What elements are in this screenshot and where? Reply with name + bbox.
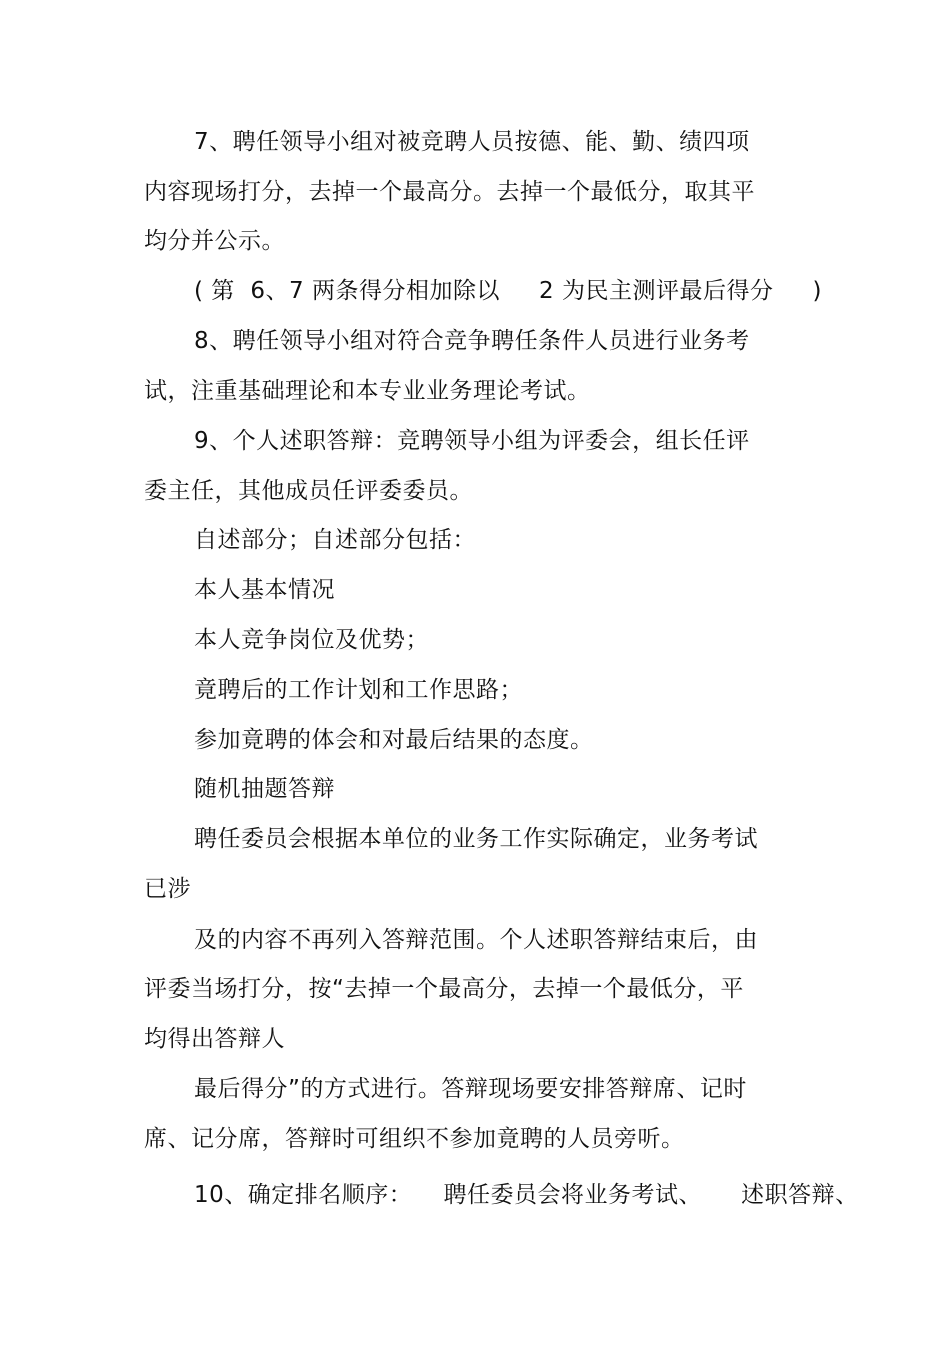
text-line: 及的内容不再列入答辩范围。个人述职答辩结束后，由 <box>194 927 758 953</box>
text-line: 试，注重基础理论和本专业业务理论考试。 <box>144 378 591 404</box>
text-line: 均分并公示。 <box>144 228 285 254</box>
text-line: 席、记分席，答辩时可组织不参加竟聘的人员旁听。 <box>144 1126 685 1152</box>
text-line: 本人竞争岗位及优势； <box>194 627 429 653</box>
text-line: 本人基本情况 <box>194 577 335 603</box>
text-line: 内容现场打分，去掉一个最高分。去掉一个最低分，取其平 <box>144 179 755 205</box>
text-line: 聘任委员会根据本单位的业务工作实际确定，业务考试 <box>194 826 758 852</box>
text-line: 自述部分；自述部分包括： <box>194 527 476 553</box>
text-line: 均得出答辩人 <box>144 1026 285 1052</box>
text-line: 委主任，其他成员任评委委员。 <box>144 478 473 504</box>
text-line: 参加竟聘的体会和对最后结果的态度。 <box>194 727 594 753</box>
text-line: 已涉 <box>144 876 191 902</box>
text-line: 10、确定排名顺序： 聘任委员会将业务考试、 述职答辩、 <box>194 1182 859 1208</box>
text-line: 竟聘后的工作计划和工作思路； <box>194 677 523 703</box>
text-line: 7、聘任领导小组对被竞聘人员按德、能、勤、绩四项 <box>194 129 750 155</box>
text-line: 9、个人述职答辩：竞聘领导小组为评委会，组长任评 <box>194 428 750 454</box>
text-line: 8、聘任领导小组对符合竞争聘任条件人员进行业务考 <box>194 328 750 354</box>
text-line: 随机抽题答辩 <box>194 776 335 802</box>
text-line: ( 第 6、7 两条得分相加除以 2 为民主测评最后得分 ) <box>194 278 823 304</box>
text-line: 评委当场打分，按“去掉一个最高分，去掉一个最低分，平 <box>144 976 744 1002</box>
text-line: 最后得分”的方式进行。答辩现场要安排答辩席、记时 <box>194 1076 747 1102</box>
